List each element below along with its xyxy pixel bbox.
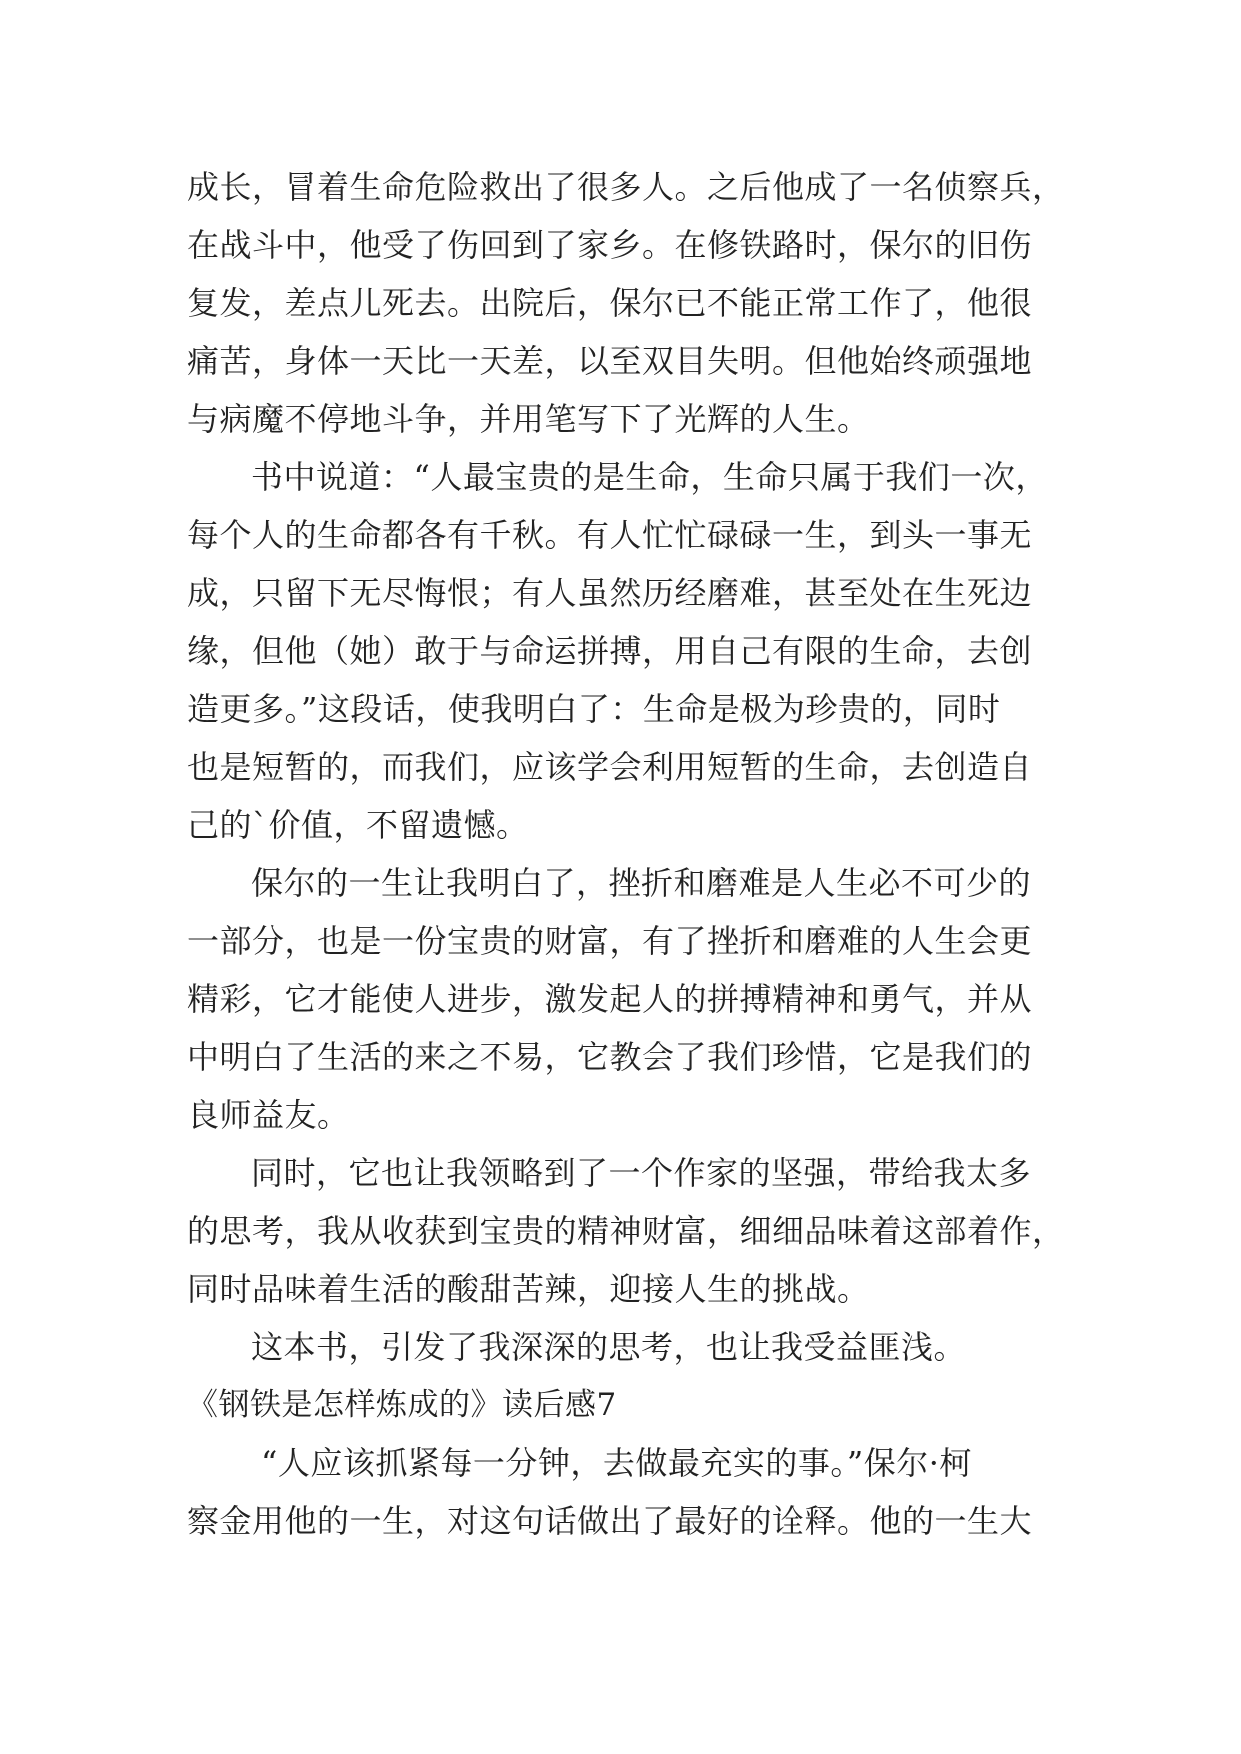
paragraph-start-line: 这本书，引发了我深深的思考，也让我受益匪浅。 [251, 1328, 967, 1366]
text-line: 也是短暂的，而我们，应该学会利用短暂的生命，去创造自 [187, 748, 1033, 786]
text-line: 与病魔不停地斗争，并用笔写下了光辉的人生。 [187, 400, 870, 438]
text-line: 痛苦，身体一天比一天差，以至双目失明。但他始终顽强地 [187, 342, 1033, 380]
text-line: 的思考，我从收获到宝贵的精神财富，细细品味着这部着作， [187, 1212, 1065, 1250]
text-line: 中明白了生活的来之不易，它教会了我们珍惜，它是我们的 [187, 1038, 1033, 1076]
text-line: 同时品味着生活的酸甜苦辣，迎接人生的挑战。 [187, 1270, 870, 1308]
text-line: 察金用他的一生，对这句话做出了最好的诠释。他的一生大 [187, 1502, 1033, 1540]
text-line: 精彩，它才能使人进步，激发起人的拼搏精神和勇气，并从 [187, 980, 1033, 1018]
text-line: 己的`价值，不留遗憾。 [187, 806, 529, 844]
text-line: 一部分，也是一份宝贵的财富，有了挫折和磨难的人生会更 [187, 922, 1033, 960]
text-line: 良师益友。 [187, 1096, 350, 1134]
text-line: 成，只留下无尽悔恨；有人虽然历经磨难，甚至处在生死边 [187, 574, 1033, 612]
paragraph-start-line: 保尔的一生让我明白了，挫折和磨难是人生必不可少的 [251, 864, 1032, 902]
text-line: 复发，差点儿死去。出院后，保尔已不能正常工作了，他很 [187, 284, 1033, 322]
paragraph-start-line: 同时，它也让我领略到了一个作家的坚强，带给我太多 [251, 1154, 1032, 1192]
text-line: 造更多。”这段话，使我明白了：生命是极为珍贵的，同时 [187, 690, 1001, 728]
section-heading: 《钢铁是怎样炼成的》读后感7 [187, 1387, 617, 1423]
text-line: 在战斗中，他受了伤回到了家乡。在修铁路时，保尔的旧伤 [187, 226, 1033, 264]
text-line: 缘，但他（她）敢于与命运拼搏，用自己有限的生命，去创 [187, 632, 1033, 670]
paragraph-start-line: “人应该抓紧每一分钟，去做最充实的事。”保尔·柯 [261, 1444, 972, 1482]
document-body [187, 158, 1065, 1550]
paragraph-start-line: 书中说道：“人最宝贵的是生命，生命只属于我们一次， [251, 458, 1048, 496]
text-line: 每个人的生命都各有千秋。有人忙忙碌碌一生，到头一事无 [187, 516, 1033, 554]
text-line: 成长，冒着生命危险救出了很多人。之后他成了一名侦察兵， [187, 168, 1065, 206]
